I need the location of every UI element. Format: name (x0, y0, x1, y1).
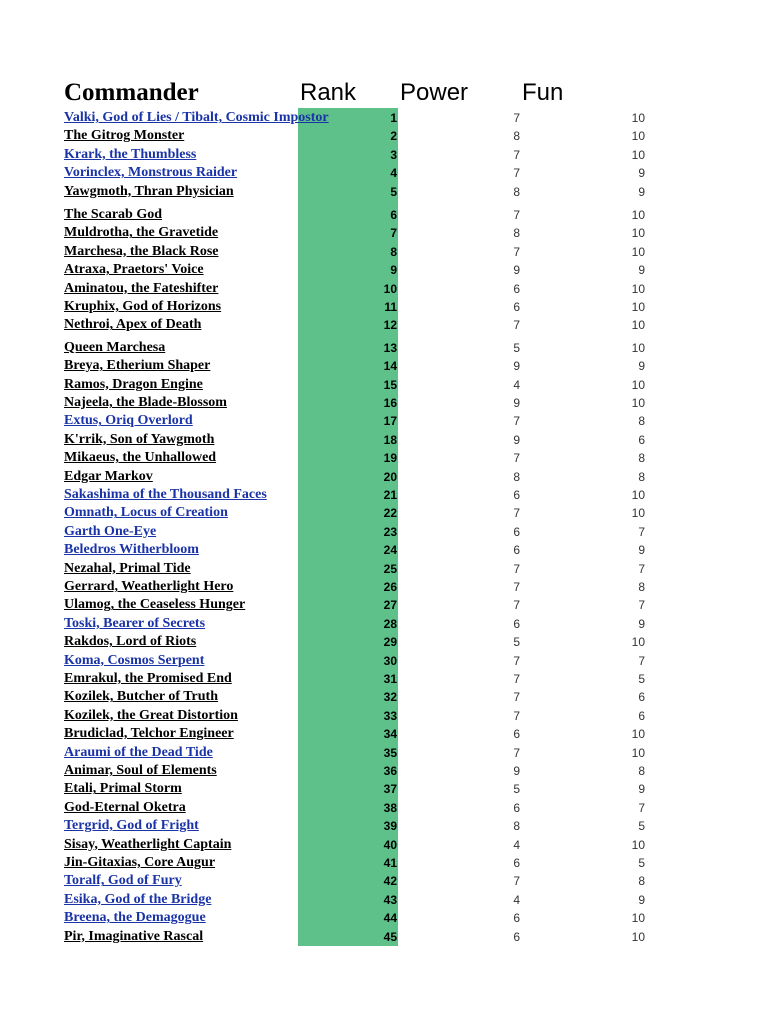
fun-cell: 9 (638, 892, 645, 907)
table-row (0, 872, 768, 890)
commander-name-link[interactable]: Jin-Gitaxias, Core Augur (64, 855, 216, 870)
fun-cell: 7 (638, 598, 645, 613)
fun-cell: 10 (631, 377, 645, 392)
power-cell: 8 (513, 819, 520, 834)
commander-name-link[interactable]: Kozilek, Butcher of Truth (64, 689, 218, 705)
rank-cell: 37 (383, 782, 397, 797)
fun-cell: 8 (638, 414, 645, 429)
rank-cell: 23 (383, 524, 397, 539)
fun-cell: 6 (638, 432, 645, 447)
table-row (0, 596, 768, 614)
rank-cell: 44 (383, 911, 397, 926)
table-row (0, 164, 768, 182)
fun-cell: 10 (631, 396, 645, 410)
commander-name-link[interactable]: Breena, the Demagogue (64, 910, 206, 926)
table-row (0, 707, 768, 725)
fun-cell: 10 (631, 488, 645, 502)
commander-name-link[interactable]: Etali, Primal Storm (64, 781, 182, 797)
commander-name-link[interactable]: Rakdos, Lord of Riots (64, 634, 197, 650)
fun-cell: 10 (631, 635, 645, 650)
fun-cell: 8 (638, 469, 645, 484)
fun-cell: 5 (638, 856, 645, 870)
table-row (0, 688, 768, 706)
header-rank: Rank (300, 79, 357, 106)
table-row (0, 206, 768, 224)
rank-cell: 17 (383, 414, 397, 429)
commander-name-link[interactable]: Yawgmoth, Thran Physician (64, 183, 234, 199)
rank-cell: 21 (383, 488, 397, 502)
table-row (0, 633, 768, 651)
table-row (0, 891, 768, 909)
rank-cell: 20 (383, 469, 397, 484)
table-row (0, 431, 768, 449)
commander-name-link[interactable]: Pir, Imaginative Rascal (64, 928, 204, 944)
table-row (0, 109, 768, 127)
power-cell: 4 (513, 377, 520, 392)
fun-cell: 6 (638, 708, 645, 723)
rank-cell: 2 (390, 129, 397, 144)
commander-name-link[interactable]: Queen Marchesa (64, 339, 166, 355)
power-cell: 4 (513, 892, 520, 907)
rank-cell: 30 (383, 653, 397, 668)
power-cell: 6 (513, 281, 520, 296)
rank-cell: 42 (383, 874, 397, 889)
fun-cell: 9 (638, 184, 645, 199)
commander-name-link[interactable]: Sisay, Weatherlight Captain (64, 836, 232, 852)
commander-name-link[interactable]: Mikaeus, the Unhallowed (64, 450, 217, 466)
rank-cell: 35 (383, 745, 397, 760)
power-cell: 4 (513, 837, 520, 852)
rank-cell: 41 (383, 856, 397, 870)
power-cell: 6 (513, 524, 520, 539)
commander-name-link[interactable]: Garth One-Eye (64, 523, 157, 539)
rank-cell: 38 (383, 800, 397, 815)
commander-name-link[interactable]: Nethroi, Apex of Death (64, 317, 202, 333)
rank-cell: 24 (383, 543, 397, 558)
rank-cell: 25 (383, 561, 397, 576)
power-cell: 5 (513, 340, 520, 355)
commander-name-link[interactable]: Najeela, the Blade-Blossom (64, 395, 227, 410)
power-cell: 8 (513, 469, 520, 484)
table-row (0, 339, 768, 357)
fun-cell: 7 (638, 561, 645, 576)
power-cell: 7 (513, 874, 520, 889)
power-cell: 7 (513, 580, 520, 594)
rank-cell: 29 (383, 635, 397, 650)
table-row (0, 652, 768, 670)
rank-cell: 13 (383, 340, 397, 355)
rank-cell: 8 (390, 244, 397, 259)
power-cell: 8 (513, 129, 520, 144)
fun-cell: 10 (631, 318, 645, 333)
rank-cell: 12 (383, 318, 397, 333)
commander-name-link[interactable]: Nezahal, Primal Tide (64, 560, 191, 576)
power-cell: 9 (513, 396, 520, 410)
rank-cell: 1 (390, 111, 397, 125)
table-row (0, 394, 768, 412)
commander-name-link[interactable]: Atraxa, Praetors' Voice (64, 262, 204, 278)
commander-name-link[interactable]: Toralf, God of Fury (64, 873, 182, 889)
table-row (0, 541, 768, 559)
rank-cell: 14 (383, 359, 397, 374)
power-cell: 6 (513, 300, 520, 314)
table-row (0, 615, 768, 633)
power-cell: 7 (513, 111, 520, 125)
power-cell: 8 (513, 184, 520, 199)
rank-cell: 39 (383, 819, 397, 834)
power-cell: 7 (513, 598, 520, 613)
power-cell: 7 (513, 451, 520, 466)
rank-cell: 28 (383, 616, 397, 631)
table-row (0, 146, 768, 164)
rank-cell: 31 (383, 672, 397, 686)
table-row (0, 799, 768, 817)
commander-name-link[interactable]: Gerrard, Weatherlight Hero (64, 579, 234, 594)
power-cell: 7 (513, 561, 520, 576)
rank-cell: 36 (383, 764, 397, 778)
fun-cell: 5 (638, 819, 645, 834)
table-row (0, 909, 768, 927)
commander-name-link[interactable]: Vorinclex, Monstrous Raider (64, 165, 238, 181)
power-cell: 9 (513, 764, 520, 778)
power-cell: 9 (513, 432, 520, 447)
fun-cell: 10 (631, 340, 645, 355)
table-row (0, 127, 768, 145)
rank-cell: 26 (383, 580, 397, 594)
commander-name-link[interactable]: Koma, Cosmos Serpent (64, 652, 205, 668)
rank-cell: 27 (383, 598, 397, 613)
rank-cell: 4 (390, 166, 397, 181)
fun-cell: 7 (638, 800, 645, 815)
fun-cell: 8 (638, 451, 645, 466)
power-cell: 7 (513, 690, 520, 705)
rank-cell: 22 (383, 506, 397, 521)
power-cell: 8 (513, 226, 520, 241)
commander-name-link[interactable]: God-Eternal Oketra (64, 799, 186, 815)
fun-cell: 10 (631, 129, 645, 144)
power-cell: 9 (513, 263, 520, 278)
rank-cell: 33 (383, 708, 397, 723)
power-cell: 7 (513, 318, 520, 333)
table-row (0, 316, 768, 334)
table-row (0, 817, 768, 835)
fun-cell: 10 (631, 837, 645, 852)
commander-name-link[interactable]: Aminatou, the Fateshifter (64, 280, 219, 296)
commander-name-link[interactable]: Kruphix, God of Horizons (64, 299, 222, 314)
power-cell: 6 (513, 911, 520, 926)
fun-cell: 10 (631, 929, 645, 944)
commander-name-link[interactable]: Toski, Bearer of Secrets (64, 615, 206, 631)
fun-cell: 7 (638, 524, 645, 539)
fun-cell: 10 (631, 911, 645, 926)
table-row (0, 578, 768, 596)
rank-cell: 9 (390, 263, 397, 278)
fun-cell: 9 (638, 616, 645, 631)
power-cell: 7 (513, 745, 520, 760)
table-row (0, 560, 768, 578)
fun-cell: 10 (631, 147, 645, 162)
table-row (0, 670, 768, 688)
commander-name-link[interactable]: Muldrotha, the Gravetide (64, 225, 219, 241)
fun-cell: 8 (638, 764, 645, 778)
commander-name-link[interactable]: Edgar Markov (64, 468, 153, 484)
table-row (0, 243, 768, 261)
fun-cell: 10 (631, 111, 645, 125)
commander-name-link[interactable]: Tergrid, God of Fright (64, 818, 199, 834)
fun-cell: 9 (638, 782, 645, 797)
power-cell: 7 (513, 414, 520, 429)
header-fun: Fun (522, 79, 564, 106)
power-cell: 6 (513, 543, 520, 558)
power-cell: 7 (513, 244, 520, 259)
table-row (0, 468, 768, 486)
table-row (0, 780, 768, 798)
commander-name-link[interactable]: Brudiclad, Telchor Engineer (64, 726, 234, 742)
table-row (0, 744, 768, 762)
power-cell: 5 (513, 782, 520, 797)
rank-cell: 32 (383, 690, 397, 705)
fun-cell: 10 (631, 226, 645, 241)
table-row (0, 854, 768, 872)
power-cell: 6 (513, 856, 520, 870)
rank-cell: 3 (390, 147, 397, 162)
fun-cell: 8 (638, 874, 645, 889)
rank-cell: 6 (390, 208, 397, 222)
commander-name-link[interactable]: Araumi of the Dead Tide (64, 744, 213, 760)
rank-cell: 40 (383, 837, 397, 852)
fun-cell: 6 (638, 690, 645, 705)
rank-cell: 16 (383, 396, 397, 410)
fun-cell: 7 (638, 653, 645, 668)
header-power: Power (400, 79, 469, 106)
rank-cell: 7 (390, 226, 397, 241)
commander-name-link[interactable]: Beledros Witherbloom (64, 542, 199, 558)
table-row (0, 449, 768, 467)
table-row (0, 762, 768, 780)
commander-name-link[interactable]: Omnath, Locus of Creation (64, 505, 228, 521)
commander-name-link[interactable]: Kozilek, the Great Distortion (64, 707, 238, 723)
rank-cell: 45 (383, 929, 397, 944)
commander-name-link[interactable]: Breya, Etherium Shaper (64, 358, 211, 374)
commander-name-link[interactable]: Emrakul, the Promised End (64, 671, 232, 686)
commander-name-link[interactable]: Valki, God of Lies / Tibalt, Cosmic Impostor (64, 110, 329, 125)
table-row (0, 412, 768, 430)
rank-cell: 5 (390, 184, 397, 199)
table-row (0, 183, 768, 201)
rank-cell: 43 (383, 892, 397, 907)
table-row (0, 523, 768, 541)
fun-cell: 10 (631, 244, 645, 259)
table-row (0, 298, 768, 316)
commander-name-link[interactable]: Ulamog, the Ceaseless Hunger (64, 597, 246, 613)
commander-name-link[interactable]: Esika, God of the Bridge (64, 891, 212, 907)
power-cell: 7 (513, 147, 520, 162)
table-row (0, 836, 768, 854)
power-cell: 6 (513, 616, 520, 631)
commander-name-link[interactable]: Sakashima of the Thousand Faces (64, 487, 267, 502)
table-row (0, 376, 768, 394)
power-cell: 7 (513, 166, 520, 181)
fun-cell: 9 (638, 543, 645, 558)
power-cell: 6 (513, 727, 520, 742)
fun-cell: 10 (631, 506, 645, 521)
commander-name-link[interactable]: Extus, Oriq Overlord (64, 413, 193, 429)
table-row (0, 486, 768, 504)
power-cell: 7 (513, 708, 520, 723)
rank-cell: 15 (383, 377, 397, 392)
fun-cell: 10 (631, 745, 645, 760)
fun-cell: 9 (638, 166, 645, 181)
power-cell: 7 (513, 506, 520, 521)
commander-name-link[interactable]: The Scarab God (64, 207, 163, 222)
power-cell: 7 (513, 653, 520, 668)
fun-cell: 8 (638, 580, 645, 594)
power-cell: 6 (513, 488, 520, 502)
commander-name-link[interactable]: K'rrik, Son of Yawgmoth (64, 431, 215, 447)
fun-cell: 10 (631, 208, 645, 222)
table-row (0, 504, 768, 522)
fun-cell: 10 (631, 300, 645, 314)
table-row (0, 261, 768, 279)
table-row (0, 928, 768, 946)
fun-cell: 9 (638, 263, 645, 278)
table-row (0, 280, 768, 298)
power-cell: 5 (513, 635, 520, 650)
commander-name-link[interactable]: Marchesa, the Black Rose (64, 243, 219, 259)
rank-cell: 34 (383, 727, 397, 742)
rank-cell: 18 (383, 432, 397, 447)
commander-name-link[interactable]: Animar, Soul of Elements (64, 763, 217, 778)
power-cell: 7 (513, 208, 520, 222)
rank-cell: 10 (383, 281, 397, 296)
power-cell: 9 (513, 359, 520, 374)
fun-cell: 10 (631, 281, 645, 296)
fun-cell: 10 (631, 727, 645, 742)
power-cell: 7 (513, 672, 520, 686)
commander-name-link[interactable]: The Gitrog Monster (64, 128, 185, 144)
rank-cell: 19 (383, 451, 397, 466)
table-row (0, 357, 768, 375)
rank-cell: 11 (384, 300, 397, 314)
fun-cell: 9 (638, 359, 645, 374)
power-cell: 6 (513, 929, 520, 944)
table-row (0, 725, 768, 743)
commander-name-link[interactable]: Krark, the Thumbless (64, 146, 197, 162)
table-row (0, 224, 768, 242)
fun-cell: 5 (638, 672, 645, 686)
power-cell: 6 (513, 800, 520, 815)
commander-name-link[interactable]: Ramos, Dragon Engine (64, 376, 203, 392)
header-commander: Commander (64, 79, 199, 106)
